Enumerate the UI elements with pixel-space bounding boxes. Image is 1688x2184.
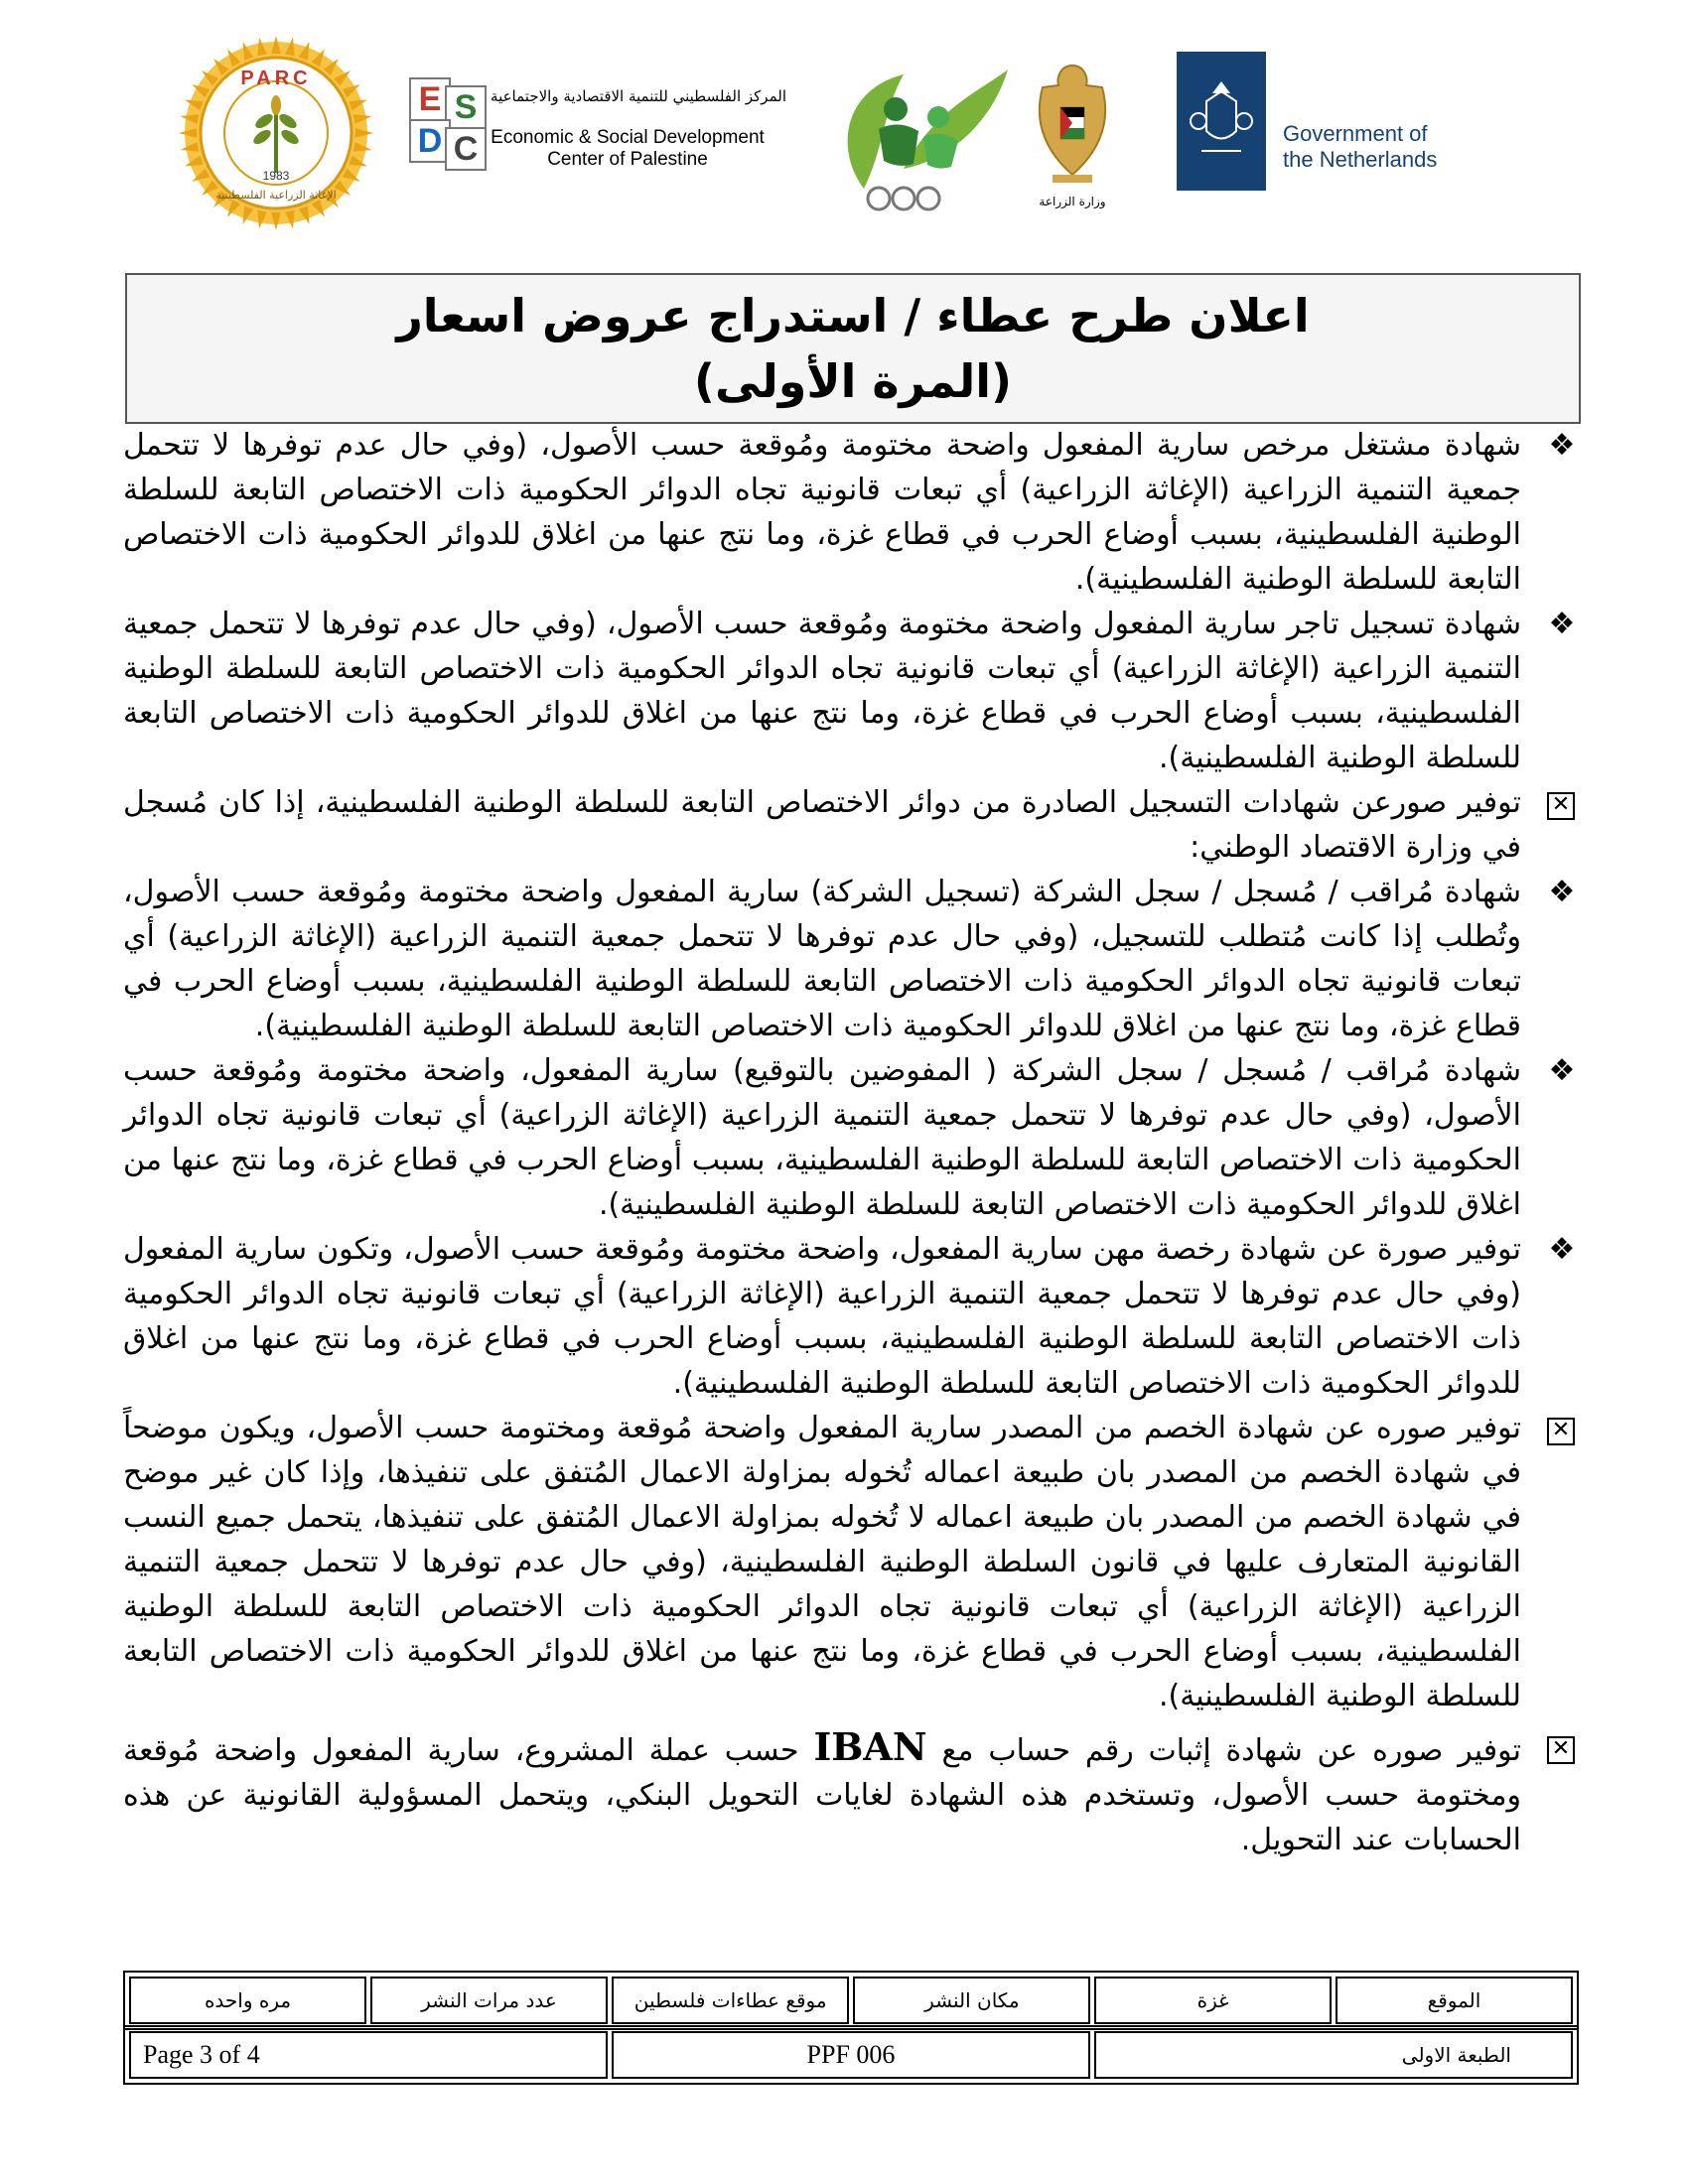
list-item-text: شهادة مُراقب / مُسجل / سجل الشركة (تسجيل الشركة) سارية المفعول واضحة مختومة ومُوقعة حسب الأصول، وتُطلب إذا كانت مُتطلب للتسجيل، (وفي حال عدم توفرها لا تتحمل جمعية التنمية الزراعية (الإغاثة الزراعية) أي تبعات قانونية تجاه الدوائر الحكومية ذات الاختصاص التابعة للسلطة الوطنية الفلسطينية، بسبب أوضاع الحرب في قطاع غزة، وما نتج عنها من اغلاق للدوائر الحكومية ذات الاختصاص التابعة للسلطة الوطنية الفلسطينية). — [123, 875, 1521, 1043]
diamond-bullet-icon: ❖ — [1548, 1232, 1576, 1267]
table-cell: عدد مرات النشر — [370, 1977, 608, 2024]
list-item-text: شهادة مُراقب / مُسجل / سجل الشركة ( المفوضين بالتوقيع) سارية المفعول، واضحة مختومة ومُوقعة حسب الأصول، (وفي حال عدم توفرها لا تتحمل جمعية التنمية الزراعية (الإغاثة الزراعية) أي تبعات قانونية تجاه الدوائر الحكومية ذات الاختصاص التابعة للسلطة الوطنية الفلسطينية، بسبب أوضاع الحرب في قطاع غزة، وما نتج عنها من اغلاق للدوائر الحكومية ذات الاختصاص التابعة للسلطة الوطنية الفلسطينية). — [123, 1053, 1521, 1222]
list-item — [123, 870, 1579, 1048]
esdc-english-line2: Center of Palestine — [547, 149, 708, 170]
partner-leaf-logo — [824, 50, 1013, 218]
page-number-cell: Page 3 of 4 — [129, 2031, 608, 2079]
list-item — [123, 423, 1579, 602]
table-cell: غزة — [1094, 1977, 1332, 2024]
list-item-text: توفير صورعن شهادات التسجيل الصادرة من دوائر الاختصاص التابعة للسلطة الوطنية الفلسطينية، إذا كان مُسجل في وزارة الاقتصاد الوطني: — [123, 785, 1521, 865]
table-cell: مره واحده — [129, 1977, 366, 2024]
header-logos — [0, 30, 1688, 208]
esdc-letter-c: C — [445, 127, 487, 171]
parc-year: 1983 — [262, 169, 290, 183]
list-item — [123, 602, 1579, 780]
parc-sun-icon — [177, 34, 375, 232]
esdc-letter-s: S — [445, 85, 487, 129]
esdc-english-line1: Economic & Social Development — [491, 127, 765, 148]
table-row — [129, 2031, 1573, 2079]
esdc-logo — [409, 77, 786, 206]
iban-text-after: حسب عملة المشروع، سارية المفعول واضحة مُوقعة ومختومة حسب الأصول، وتستخدم هذه الشهادة لغايات التحويل البنكي، ويتحمل المسؤولية القانونية عن هذه الحسابات عند التحويل. — [123, 1733, 1521, 1857]
list-item-text: شهادة مشتغل مرخص سارية المفعول واضحة مختومة ومُوقعة حسب الأصول، (وفي حال عدم توفرها لا تتحمل جمعية التنمية الزراعية (الإغاثة الزراعية) أي تبعات قانونية تجاه الدوائر الحكومية ذات الاختصاص التابعة للسلطة الوطنية الفلسطينية، بسبب أوضاع الحرب في قطاع غزة، وما نتج عنها من اغلاق للدوائر الحكومية ذات الاختصاص التابعة للسلطة الوطنية الفلسطينية). — [123, 428, 1521, 597]
leaf-people-icon — [824, 50, 1013, 218]
checkbox-bullet-icon: ✕ — [1547, 792, 1575, 820]
eagle-emblem-icon — [1023, 58, 1122, 192]
list-item — [123, 1227, 1579, 1406]
table-row — [129, 1977, 1573, 2024]
esdc-letter-e: E — [409, 77, 451, 121]
list-item-text: توفير صوره عن شهادة الخصم من المصدر سارية المفعول واضحة مُوقعة ومختومة حسب الأصول، ويكون موضحاً في شهادة الخصم من المصدر بان طبيعة اعماله تُخوله بمزاولة الاعمال المُتفق على تنفيذها، وإذا كان غير موضح في شهادة الخصم من المصدر بان طبيعة اعماله لا تُخوله بمزاولة الاعمال المُتفق على تنفيذها، يتحمل جميع النسب القانونية المتعارف عليها في قانون السلطة الوطنية الفلسطينية، (وفي حال عدم توفرها لا تتحمل جمعية التنمية الزراعية (الإغاثة الزراعية) أي تبعات قانونية تجاه الدوائر الحكومية ذات الاختصاص التابعة للسلطة الوطنية الفلسطينية، بسبب أوضاع الحرب في قطاع غزة، وما نتج عنها من اغلاق للدوائر الحكومية ذات الاختصاص التابعة للسلطة الوطنية الفلسطينية). — [123, 1411, 1521, 1713]
announcement-title-box — [125, 273, 1581, 424]
requirements-list — [123, 423, 1579, 1862]
netherlands-ribbon — [1177, 52, 1266, 191]
checkbox-bullet-icon: ✕ — [1547, 1736, 1575, 1764]
checkbox-bullet-icon: ✕ — [1547, 1418, 1575, 1445]
ministry-label: وزارة الزراعة — [1039, 195, 1106, 208]
diamond-bullet-icon: ❖ — [1548, 607, 1576, 641]
table-cell: موقع عطاءات فلسطين — [612, 1977, 849, 2024]
netherlands-line1: Government of — [1283, 121, 1428, 146]
ministry-of-agriculture-logo — [1023, 58, 1122, 216]
esdc-letter-d: D — [409, 119, 451, 163]
parc-name: PARC — [240, 68, 312, 89]
list-item — [123, 1048, 1579, 1227]
netherlands-line2: the Netherlands — [1283, 147, 1438, 172]
table-cell: الموقع — [1336, 1977, 1573, 2024]
iban-text-before: توفير صوره عن شهادة إثبات رقم حساب مع — [941, 1733, 1521, 1768]
netherlands-coat-of-arms-icon — [1177, 52, 1266, 191]
edition-cell: الطبعة الاولى — [1094, 2031, 1573, 2079]
netherlands-name — [1283, 121, 1501, 173]
list-item — [123, 780, 1579, 870]
iban-keyword: IBAN — [813, 1724, 927, 1769]
diamond-bullet-icon: ❖ — [1548, 428, 1576, 463]
form-code-cell: PPF 006 — [612, 2031, 1090, 2079]
diamond-bullet-icon: ❖ — [1548, 875, 1576, 909]
list-item-iban — [123, 1724, 1579, 1862]
diamond-bullet-icon: ❖ — [1548, 1053, 1576, 1088]
announcement-title: اعلان طرح عطاء / استدراج عروض اسعار — [396, 289, 1310, 342]
parc-arabic-name: الإغاثة الزراعية الفلسطينية — [215, 189, 337, 202]
list-item-text: شهادة تسجيل تاجر سارية المفعول واضحة مختومة ومُوقعة حسب الأصول، (وفي حال عدم توفرها لا تتحمل جمعية التنمية الزراعية (الإغاثة الزراعية) أي تبعات قانونية تجاه الدوائر الحكومية ذات الاختصاص التابعة للسلطة الوطنية الفلسطينية، بسبب أوضاع الحرب في قطاع غزة، وما نتج عنها من اغلاق للدوائر الحكومية ذات الاختصاص التابعة للسلطة الوطنية الفلسطينية). — [123, 607, 1521, 775]
publication-info-table — [123, 1971, 1579, 2030]
document-footer-table — [123, 2025, 1579, 2085]
table-cell: مكان النشر — [853, 1977, 1090, 2024]
esdc-english-name — [469, 127, 786, 171]
parc-logo — [177, 34, 375, 232]
list-item-text — [123, 1724, 1521, 1862]
announcement-subtitle: (المرة الأولى) — [693, 354, 1013, 408]
list-item — [123, 1406, 1579, 1718]
esdc-arabic-name: المركز الفلسطيني للتنمية الاقتصادية والاجتماعية — [491, 87, 786, 105]
list-item-text: توفير صورة عن شهادة رخصة مهن سارية المفعول، واضحة مختومة ومُوقعة حسب الأصول، وتكون سارية المفعول (وفي حال عدم توفرها لا تتحمل جمعية التنمية الزراعية (الإغاثة الزراعية) أي تبعات قانونية تجاه الدوائر الحكومية ذات الاختصاص التابعة للسلطة الوطنية الفلسطينية، بسبب أوضاع الحرب في قطاع غزة، وما نتج عنها من اغلاق للدوائر الحكومية ذات الاختصاص التابعة للسلطة الوطنية الفلسطينية). — [123, 1232, 1521, 1401]
